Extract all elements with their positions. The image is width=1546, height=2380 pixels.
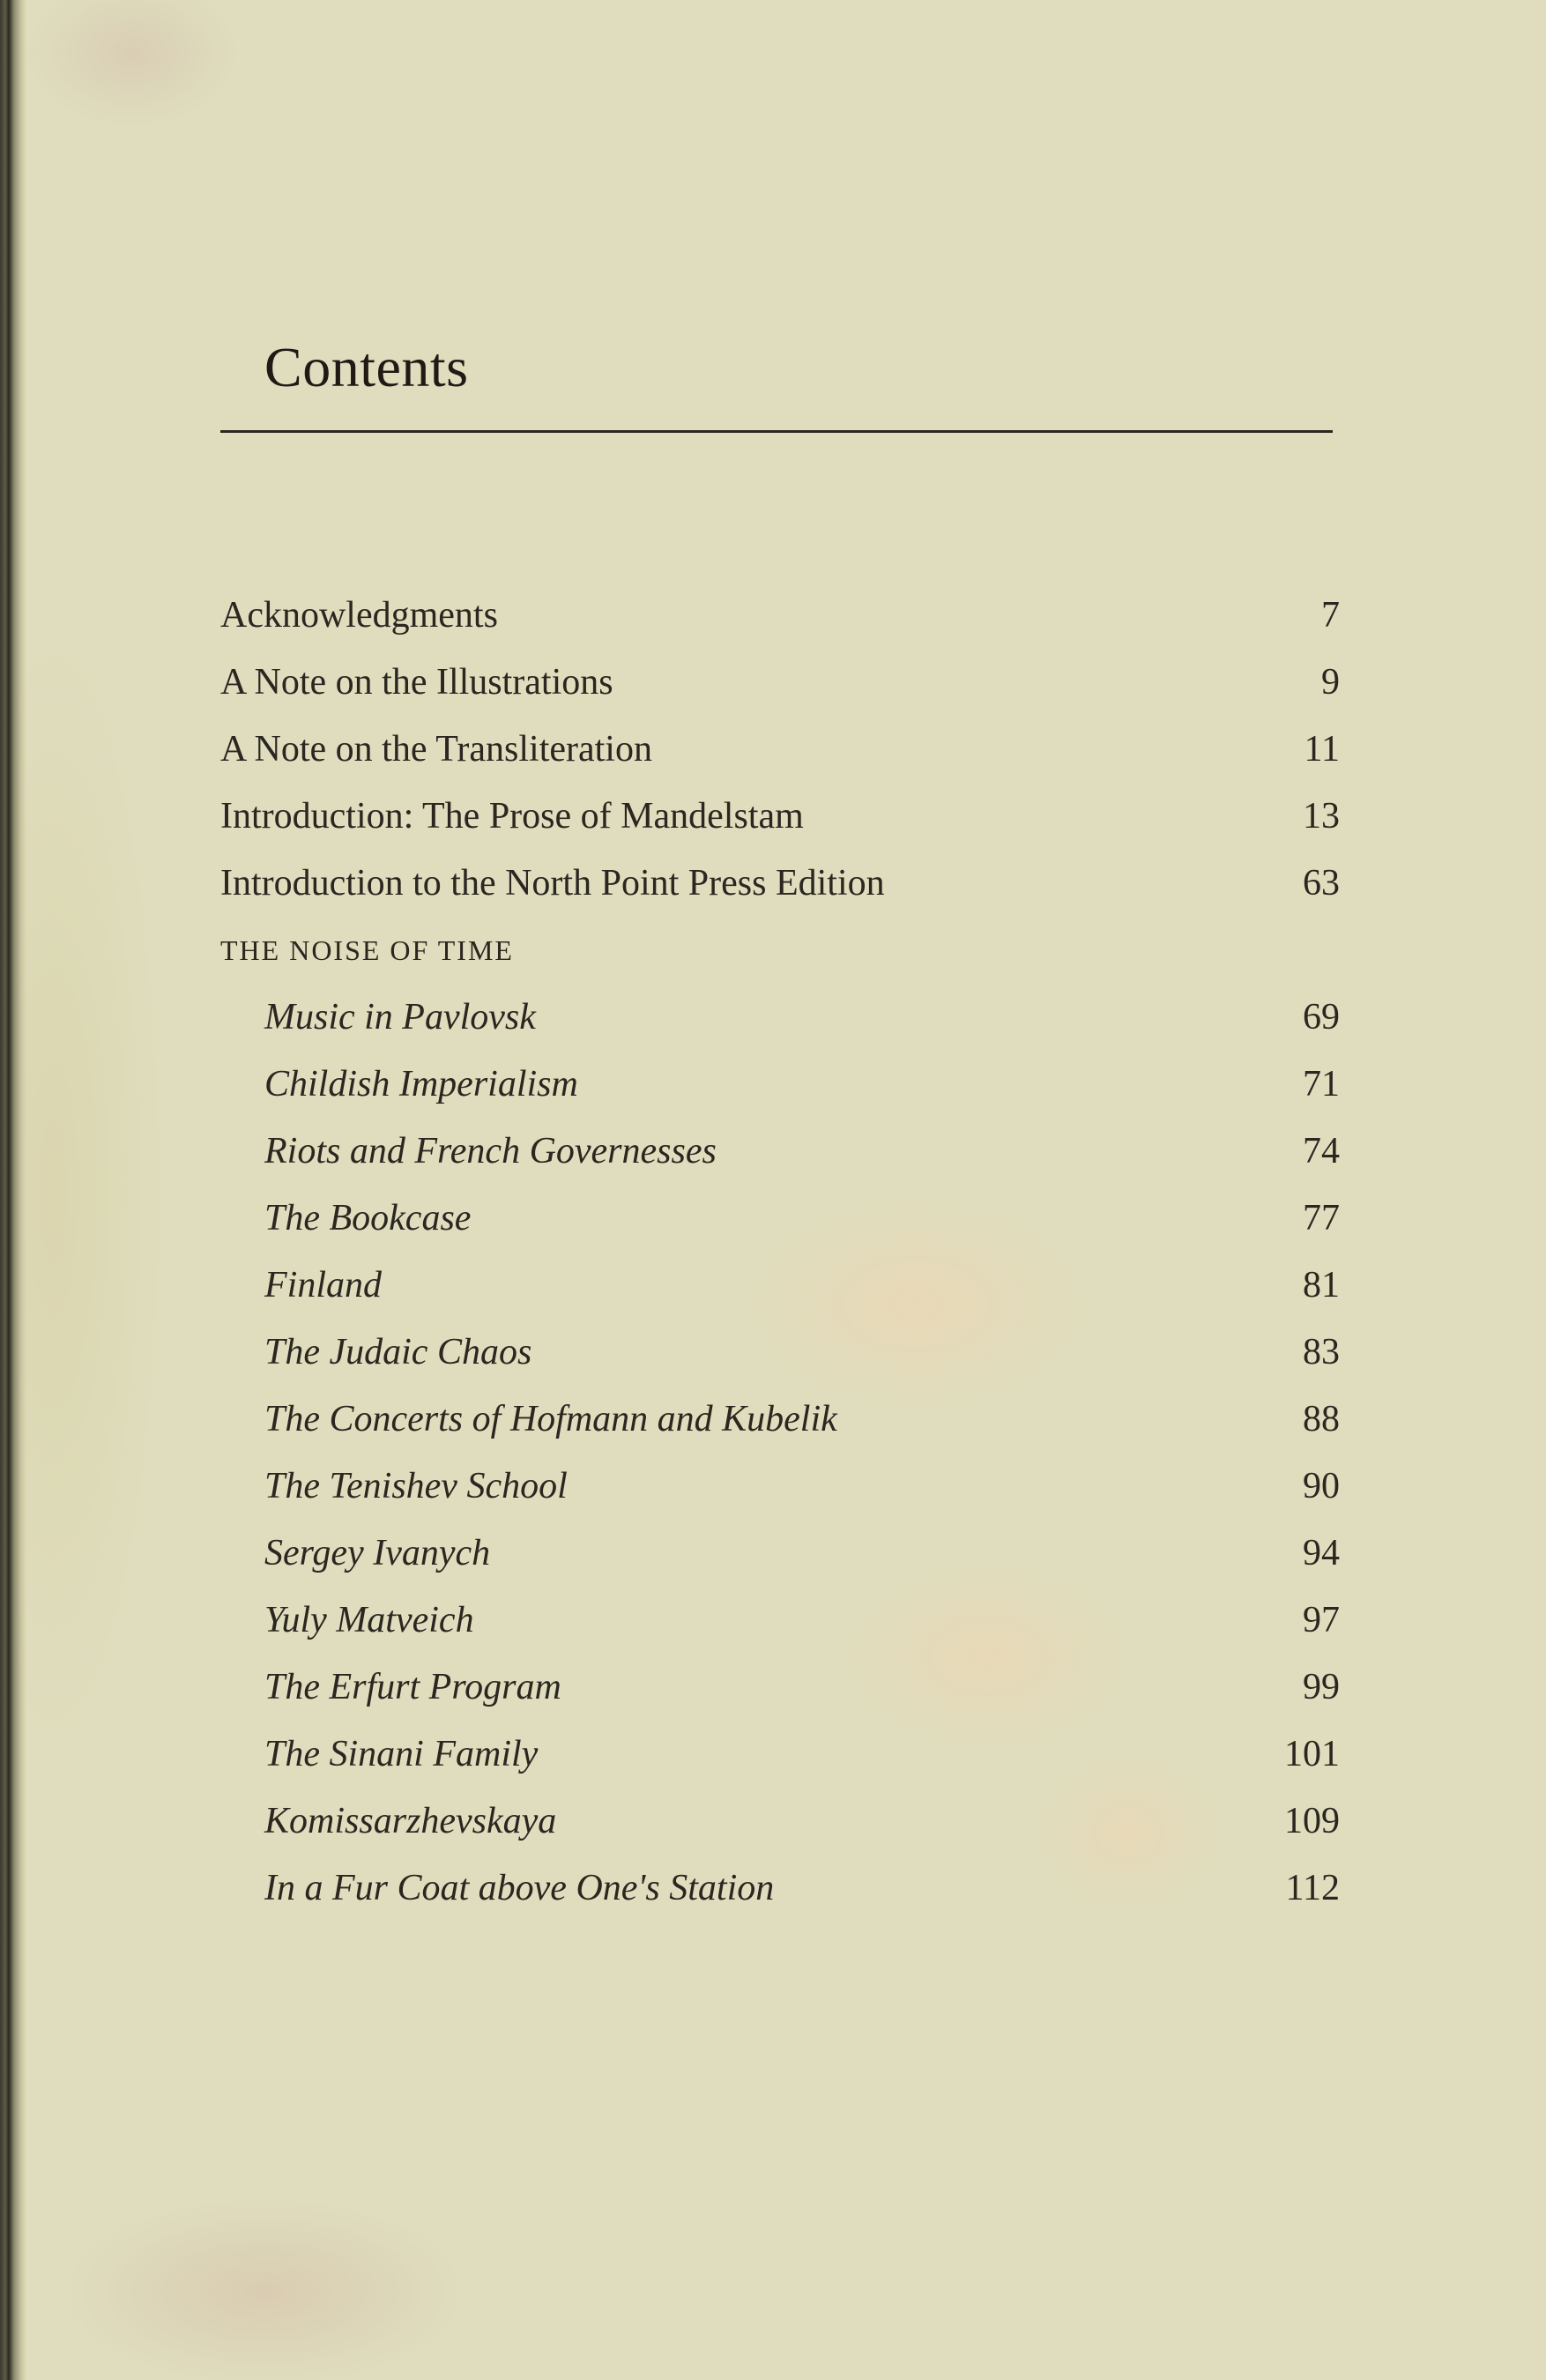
toc-entry [220, 649, 1340, 716]
toc-subentry [220, 1453, 1340, 1520]
toc-subentry-page: 88 [1303, 1399, 1340, 1439]
toc-subentry-page: 109 [1284, 1801, 1340, 1841]
toc-entry-page: 11 [1304, 729, 1340, 770]
toc-subentry [220, 1386, 1340, 1453]
toc-subentry-title: The Sinani Family [264, 1734, 539, 1774]
toc-subentry-title: The Tenishev School [264, 1466, 568, 1506]
toc-subentry-title: In a Fur Coat above One's Station [264, 1868, 775, 1908]
toc-subentry-title: Komissarzhevskaya [264, 1801, 557, 1841]
toc-subentry [220, 1654, 1340, 1721]
toc-subentry [220, 1252, 1340, 1319]
toc-subentry-page: 77 [1303, 1198, 1340, 1238]
toc-entry [220, 850, 1340, 917]
toc-entry-page: 7 [1321, 595, 1340, 636]
toc-subentry [220, 1319, 1340, 1386]
toc-entry-title: Introduction: The Prose of Mandelstam [220, 796, 804, 837]
page-title: Contents [264, 336, 469, 398]
toc-subentry [220, 1855, 1340, 1922]
toc-entry [220, 716, 1340, 783]
toc-subentry-page: 69 [1303, 997, 1340, 1038]
toc-subentry [220, 1185, 1340, 1252]
toc-subentry-page: 90 [1303, 1466, 1340, 1506]
toc-subentry-title: The Erfurt Program [264, 1667, 561, 1707]
toc-subentry-page: 99 [1303, 1667, 1340, 1707]
toc-entry-title: Introduction to the North Point Press Edition [220, 863, 885, 904]
toc-entry [220, 783, 1340, 850]
toc-subentry-page: 101 [1284, 1734, 1340, 1774]
toc-entry-title: A Note on the Illustrations [220, 662, 613, 703]
toc-entry-page: 63 [1303, 863, 1340, 904]
book-spine [0, 0, 26, 2380]
toc-subentry-title: Riots and French Governesses [264, 1131, 717, 1171]
toc-subentry-title: The Judaic Chaos [264, 1332, 532, 1372]
toc-subentry [220, 1721, 1340, 1788]
toc-subentry [220, 1587, 1340, 1654]
toc-subentry-page: 71 [1303, 1064, 1340, 1104]
toc-entry-page: 13 [1303, 796, 1340, 837]
toc-subentry [220, 1788, 1340, 1855]
toc-subentry-page: 94 [1303, 1533, 1340, 1573]
toc-subentry-page: 97 [1303, 1600, 1340, 1640]
toc-entry-page: 9 [1321, 662, 1340, 703]
toc-subentry [220, 1520, 1340, 1587]
toc-subentry [220, 1051, 1340, 1118]
title-rule [220, 430, 1333, 433]
toc-subentry-page: 74 [1303, 1131, 1340, 1171]
toc-entry-title: A Note on the Transliteration [220, 729, 652, 770]
toc-subentry-title: Music in Pavlovsk [264, 997, 536, 1038]
toc-subentry-title: Childish Imperialism [264, 1064, 578, 1104]
toc-entry [220, 582, 1340, 649]
toc-subentry-page: 112 [1285, 1868, 1340, 1908]
section-heading: THE NOISE OF TIME [220, 934, 514, 966]
toc-subentry-title: The Concerts of Hofmann and Kubelik [264, 1399, 837, 1439]
toc-subentry [220, 984, 1340, 1051]
toc-subentry-page: 83 [1303, 1332, 1340, 1372]
toc-subentry-page: 81 [1303, 1265, 1340, 1305]
toc-subentry-title: Sergey Ivanych [264, 1533, 491, 1573]
toc-subentry [220, 1118, 1340, 1185]
toc-subentry-title: The Bookcase [264, 1198, 472, 1238]
table-of-contents [220, 582, 1340, 1922]
toc-entry-title: Acknowledgments [220, 595, 498, 636]
toc-subentry-title: Yuly Matveich [264, 1600, 474, 1640]
toc-subentry-title: Finland [264, 1265, 382, 1305]
